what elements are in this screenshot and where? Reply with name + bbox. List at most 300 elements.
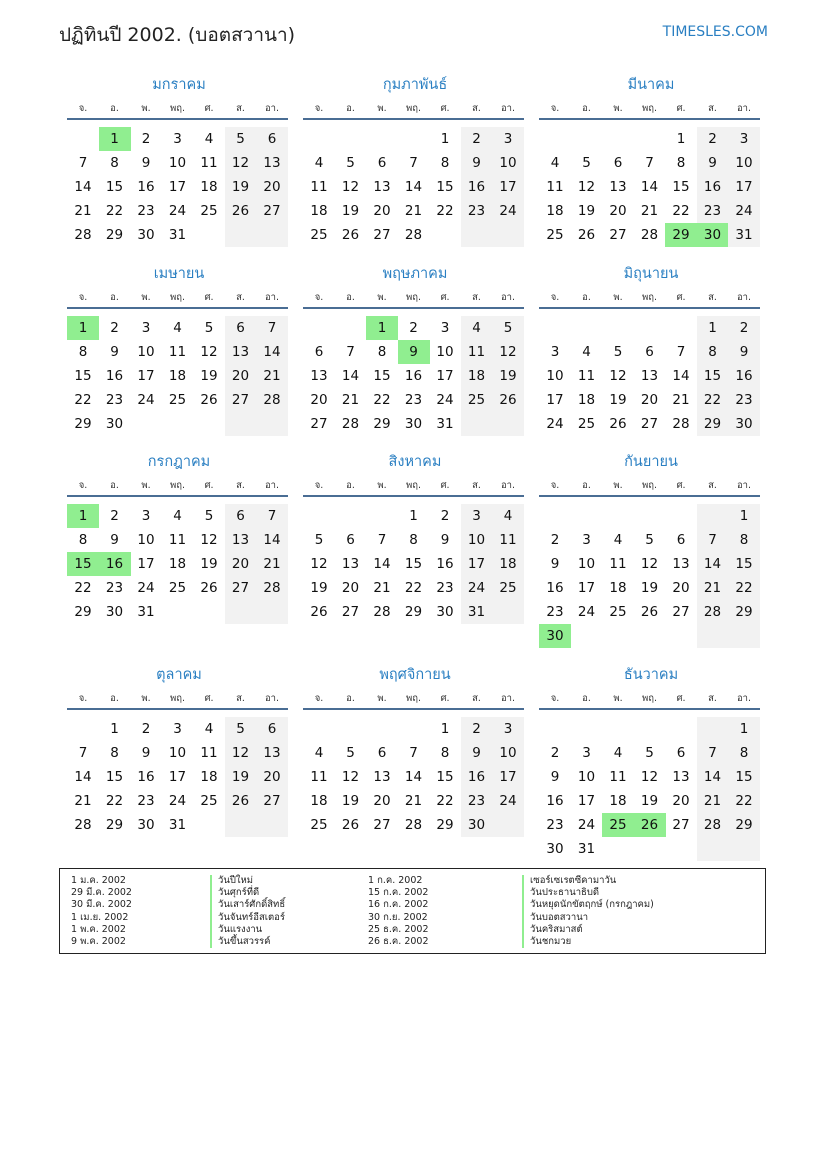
day-cell: 12	[577, 179, 596, 195]
day-cell: 24	[461, 576, 493, 600]
day-cell: 12	[225, 741, 257, 765]
day-cell: 27	[341, 604, 360, 620]
day-cell: 14	[256, 528, 288, 552]
day-cell: 29	[728, 600, 760, 624]
day-cell: 31	[168, 817, 187, 833]
legend-date: 15 ก.ค. 2002	[368, 887, 429, 899]
weekday-header: จ.	[550, 693, 560, 704]
legend-holiday-name: วันหยุดนักขัตฤกษ์ (กรกฎาคม)	[522, 899, 654, 911]
day-cell: 16	[461, 175, 493, 199]
weekday-header: จ.	[314, 693, 324, 704]
day-cell: 8	[409, 532, 418, 548]
day-cell: 15	[105, 179, 124, 195]
weekday-header: ส.	[472, 292, 481, 303]
weekday-header: ส.	[708, 480, 717, 491]
day-cell: 8	[110, 155, 119, 171]
day-cell: 8	[440, 745, 450, 761]
day-cell: 24	[137, 392, 155, 408]
weekday-header: อ.	[582, 480, 591, 491]
day-cell: 4	[461, 316, 493, 340]
day-cell: 18	[546, 203, 564, 219]
weekday-header: อ.	[582, 103, 591, 114]
day-cell: 19	[225, 175, 257, 199]
weekday-header: อา.	[500, 292, 516, 303]
page-title: ปฏิทินปี 2002. (บอตสวานา)	[59, 24, 296, 46]
day-cell: 18	[492, 552, 524, 576]
header-divider	[67, 118, 288, 120]
day-cell: 11	[168, 532, 187, 548]
day-cell: 17	[137, 556, 155, 572]
day-cell: 7	[697, 741, 729, 765]
day-cell: 18	[609, 793, 627, 809]
day-cell: 25	[492, 576, 524, 600]
day-cell: 28	[697, 813, 729, 837]
weekday-header: อ.	[346, 480, 355, 491]
day-cell: 14	[74, 179, 92, 195]
month-name	[303, 663, 527, 686]
legend-names-left	[210, 875, 285, 948]
day-cell: 16	[546, 580, 564, 596]
weekday-header: พฤ.	[169, 103, 186, 114]
weekday-header: พฤ.	[169, 480, 186, 491]
day-cell: 12	[341, 769, 360, 785]
day-cell: 28	[672, 416, 690, 432]
day-cell: 25	[577, 416, 596, 432]
day-cell: 29	[373, 416, 391, 432]
day-cell: 6	[346, 532, 355, 548]
day-cell: 20	[672, 580, 690, 596]
legend-holiday-name: วันแรงงาน	[210, 924, 285, 936]
day-cell: 2	[141, 131, 151, 147]
day-cell: 17	[436, 368, 454, 384]
day-cell: 3	[141, 320, 151, 336]
weekday-header: พ.	[613, 480, 623, 491]
holiday-day-cell: 1	[366, 316, 398, 340]
weekend-blank-cell	[697, 504, 729, 528]
day-cell: 6	[256, 717, 288, 741]
weekday-header: จ.	[550, 292, 560, 303]
day-cell: 2	[409, 320, 418, 336]
day-cell: 5	[204, 320, 214, 336]
day-cell: 28	[74, 817, 92, 833]
day-cell: 26	[492, 388, 524, 412]
legend-date: 26 ธ.ค. 2002	[368, 935, 429, 947]
day-cell: 24	[492, 199, 524, 223]
day-cell: 13	[373, 179, 391, 195]
day-cell: 26	[200, 580, 218, 596]
weekday-header: จ.	[314, 103, 324, 114]
day-cell: 11	[310, 179, 328, 195]
weekday-header: พ.	[141, 292, 151, 303]
day-cell: 12	[200, 344, 218, 360]
day-cell: 8	[377, 344, 387, 360]
month-name-label: พฤศจิกายน	[379, 667, 451, 683]
day-cell: 5	[346, 155, 355, 171]
day-cell: 30	[436, 604, 454, 620]
day-cell: 8	[440, 155, 450, 171]
weekday-header: ส.	[236, 292, 245, 303]
day-cell: 29	[728, 813, 760, 837]
weekday-header: พ.	[141, 103, 151, 114]
day-cell: 5	[346, 745, 355, 761]
day-cell: 21	[256, 552, 288, 576]
month-name-label: มกราคม	[152, 77, 206, 93]
weekday-header: อา.	[264, 480, 280, 491]
day-cell: 11	[168, 344, 187, 360]
day-cell: 26	[640, 604, 659, 620]
weekday-header: ศ.	[676, 480, 686, 491]
month-name	[303, 450, 527, 473]
day-cell: 14	[341, 368, 360, 384]
day-cell: 6	[314, 344, 324, 360]
weekday-header: พฤ.	[641, 292, 658, 303]
weekend-blank-cell	[492, 600, 524, 624]
legend-date: 9 พ.ค. 2002	[71, 935, 126, 947]
day-cell: 3	[440, 320, 450, 336]
day-cell: 25	[609, 604, 627, 620]
day-cell: 7	[346, 344, 355, 360]
day-cell: 13	[672, 769, 690, 785]
day-cell: 7	[676, 344, 686, 360]
day-cell: 11	[577, 368, 596, 384]
day-cell: 4	[492, 504, 524, 528]
day-cell: 27	[256, 199, 288, 223]
legend-date: 29 มี.ค. 2002	[71, 887, 132, 899]
day-cell: 10	[137, 532, 155, 548]
day-cell: 26	[225, 789, 257, 813]
weekday-header: จ.	[78, 693, 88, 704]
header-divider	[539, 495, 760, 497]
weekday-header: ศ.	[440, 480, 450, 491]
day-cell: 12	[225, 151, 257, 175]
legend-names-right	[522, 875, 654, 948]
day-cell: 4	[582, 344, 591, 360]
day-cell: 17	[492, 765, 524, 789]
weekend-blank-cell	[225, 412, 257, 436]
header-divider	[539, 118, 760, 120]
day-cell: 1	[440, 131, 450, 147]
day-cell: 6	[225, 316, 257, 340]
day-cell: 20	[341, 580, 360, 596]
day-cell: 18	[168, 556, 187, 572]
day-cell: 13	[256, 151, 288, 175]
day-cell: 25	[310, 227, 328, 243]
day-cell: 11	[200, 155, 218, 171]
day-cell: 5	[225, 127, 257, 151]
day-cell: 26	[200, 392, 218, 408]
day-cell: 26	[341, 817, 360, 833]
day-cell: 22	[728, 789, 760, 813]
day-cell: 31	[168, 227, 187, 243]
day-cell: 20	[225, 552, 257, 576]
weekend-blank-cell	[256, 813, 288, 837]
day-cell: 15	[697, 364, 729, 388]
weekday-header: จ.	[78, 103, 88, 114]
month-name	[67, 262, 291, 285]
day-cell: 16	[404, 368, 423, 384]
day-cell: 19	[640, 580, 659, 596]
legend-holiday-name: วันประธานาธิบดี	[522, 887, 654, 899]
day-cell: 20	[373, 203, 391, 219]
brand-link[interactable]: TIMESLES.COM	[662, 24, 768, 40]
day-cell: 1	[728, 717, 760, 741]
weekday-header: จ.	[314, 480, 324, 491]
day-cell: 30	[546, 841, 564, 857]
day-cell: 14	[404, 179, 423, 195]
weekday-header: อา.	[736, 103, 752, 114]
day-cell: 27	[373, 817, 391, 833]
day-cell: 27	[310, 416, 328, 432]
weekend-blank-cell	[697, 837, 729, 861]
weekday-header: พฤ.	[405, 693, 422, 704]
day-cell: 24	[137, 580, 155, 596]
day-cell: 21	[256, 364, 288, 388]
day-cell: 17	[577, 580, 596, 596]
day-cell: 5	[613, 344, 623, 360]
day-cell: 28	[74, 227, 92, 243]
day-cell: 6	[377, 155, 387, 171]
day-cell: 22	[74, 392, 92, 408]
weekday-header: อา.	[500, 103, 516, 114]
day-cell: 29	[105, 227, 124, 243]
day-cell: 21	[373, 580, 391, 596]
day-cell: 2	[110, 508, 119, 524]
day-cell: 16	[728, 364, 760, 388]
day-cell: 25	[546, 227, 564, 243]
day-cell: 7	[78, 745, 88, 761]
weekday-header: ศ.	[440, 103, 450, 114]
day-cell: 8	[78, 532, 88, 548]
day-cell: 26	[609, 416, 627, 432]
day-cell: 8	[728, 741, 760, 765]
day-cell: 7	[78, 155, 88, 171]
day-cell: 13	[225, 528, 257, 552]
weekday-header: พฤ.	[169, 292, 186, 303]
day-cell: 1	[697, 316, 729, 340]
day-cell: 19	[341, 793, 360, 809]
day-cell: 21	[697, 789, 729, 813]
weekday-header: ศ.	[440, 693, 450, 704]
day-cell: 31	[137, 604, 155, 620]
weekday-header: พ.	[377, 480, 387, 491]
day-cell: 31	[436, 416, 454, 432]
day-cell: 7	[409, 155, 418, 171]
day-cell: 13	[672, 556, 690, 572]
legend-holiday-name: วันชกมวย	[522, 936, 654, 948]
day-cell: 14	[373, 556, 391, 572]
day-cell: 14	[697, 552, 729, 576]
day-cell: 23	[105, 580, 124, 596]
weekday-header: อ.	[110, 103, 119, 114]
day-cell: 15	[404, 556, 423, 572]
day-cell: 26	[577, 227, 596, 243]
weekday-header: อ.	[346, 103, 355, 114]
day-cell: 27	[672, 817, 690, 833]
month-name	[539, 73, 763, 96]
day-cell: 9	[440, 532, 450, 548]
month-name-label: มิถุนายน	[623, 266, 679, 282]
legend-holiday-name: วันปีใหม่	[210, 875, 285, 887]
legend-holiday-name: วันบอตสวานา	[522, 912, 654, 924]
day-cell: 29	[74, 416, 92, 432]
day-cell: 2	[728, 316, 760, 340]
day-cell: 14	[640, 179, 659, 195]
day-cell: 3	[582, 532, 591, 548]
day-cell: 8	[728, 528, 760, 552]
day-cell: 22	[728, 576, 760, 600]
header-divider	[303, 708, 524, 710]
header-divider	[539, 307, 760, 309]
legend-holiday-name: วันจันทร์อีสเตอร์	[210, 912, 285, 924]
day-cell: 7	[697, 528, 729, 552]
day-cell: 3	[461, 504, 493, 528]
weekend-blank-cell	[492, 223, 524, 247]
day-cell: 11	[609, 556, 627, 572]
day-cell: 30	[137, 817, 155, 833]
day-cell: 2	[550, 532, 560, 548]
day-cell: 21	[404, 793, 423, 809]
day-cell: 18	[461, 364, 493, 388]
day-cell: 21	[672, 392, 690, 408]
legend-date: 25 ธ.ค. 2002	[368, 923, 429, 935]
day-cell: 7	[377, 532, 387, 548]
weekday-header: ส.	[708, 693, 717, 704]
day-cell: 31	[577, 841, 596, 857]
day-cell: 22	[105, 203, 124, 219]
day-cell: 30	[105, 416, 124, 432]
day-cell: 30	[728, 412, 760, 436]
day-cell: 26	[310, 604, 328, 620]
weekday-header: อ.	[110, 292, 119, 303]
day-cell: 19	[609, 392, 627, 408]
weekday-header: อ.	[582, 693, 591, 704]
month-name	[539, 450, 763, 473]
day-cell: 9	[110, 532, 119, 548]
day-cell: 22	[373, 392, 391, 408]
legend-date: 16 ก.ค. 2002	[368, 899, 429, 911]
month-name	[303, 73, 527, 96]
day-cell: 10	[168, 745, 187, 761]
header-divider	[303, 307, 524, 309]
day-cell: 1	[440, 721, 450, 737]
weekday-header: จ.	[550, 480, 560, 491]
day-cell: 19	[200, 368, 218, 384]
day-cell: 8	[78, 344, 88, 360]
day-cell: 9	[141, 155, 151, 171]
day-cell: 2	[697, 127, 729, 151]
day-cell: 27	[225, 576, 257, 600]
day-cell: 6	[676, 532, 686, 548]
weekday-header: จ.	[314, 292, 324, 303]
weekday-header: ศ.	[440, 292, 450, 303]
weekday-header: พ.	[613, 292, 623, 303]
day-cell: 25	[168, 392, 187, 408]
weekday-header: ส.	[708, 292, 717, 303]
header-divider	[303, 495, 524, 497]
weekday-header: อา.	[264, 103, 280, 114]
weekday-header: ศ.	[676, 292, 686, 303]
legend-holiday-name: เซอร์เซเรตซีคามาวัน	[522, 875, 654, 887]
day-cell: 14	[74, 769, 92, 785]
day-cell: 13	[373, 769, 391, 785]
weekend-blank-cell	[225, 600, 257, 624]
day-cell: 5	[645, 532, 654, 548]
weekday-header: พฤ.	[169, 693, 186, 704]
weekday-header: พฤ.	[405, 292, 422, 303]
day-cell: 19	[577, 203, 596, 219]
month-name	[67, 450, 291, 473]
weekday-header: อา.	[500, 480, 516, 491]
weekday-header: อา.	[500, 693, 516, 704]
weekday-header: พ.	[613, 103, 623, 114]
day-cell: 27	[256, 789, 288, 813]
day-cell: 5	[204, 508, 214, 524]
day-cell: 22	[105, 793, 124, 809]
day-cell: 6	[645, 344, 654, 360]
day-cell: 30	[105, 604, 124, 620]
day-cell: 17	[137, 368, 155, 384]
day-cell: 13	[310, 368, 328, 384]
day-cell: 15	[373, 368, 391, 384]
month-name-label: ธันวาคม	[623, 667, 679, 683]
weekend-blank-cell	[697, 624, 729, 648]
holiday-day-cell: 30	[539, 624, 571, 648]
legend-date: 30 มี.ค. 2002	[71, 899, 132, 911]
holiday-day-cell: 1	[67, 316, 99, 340]
day-cell: 22	[436, 203, 454, 219]
day-cell: 17	[168, 179, 187, 195]
day-cell: 19	[492, 364, 524, 388]
day-cell: 17	[168, 769, 187, 785]
day-cell: 29	[105, 817, 124, 833]
day-cell: 1	[728, 504, 760, 528]
day-cell: 23	[546, 817, 564, 833]
month-name	[303, 262, 527, 285]
holiday-day-cell: 15	[67, 552, 99, 576]
day-cell: 3	[728, 127, 760, 151]
month-name-label: พฤษภาคม	[382, 266, 448, 282]
weekday-header: ศ.	[676, 103, 686, 114]
day-cell: 9	[461, 151, 493, 175]
day-cell: 28	[373, 604, 391, 620]
day-cell: 10	[436, 344, 454, 360]
day-cell: 1	[409, 508, 418, 524]
day-cell: 19	[640, 793, 659, 809]
day-cell: 21	[404, 203, 423, 219]
day-cell: 6	[377, 745, 387, 761]
day-cell: 12	[310, 556, 328, 572]
day-cell: 9	[550, 769, 560, 785]
day-cell: 2	[110, 320, 119, 336]
day-cell: 30	[461, 813, 493, 837]
holiday-day-cell: 1	[99, 127, 131, 151]
day-cell: 28	[404, 227, 423, 243]
day-cell: 27	[373, 227, 391, 243]
header-divider	[67, 307, 288, 309]
day-cell: 17	[546, 392, 564, 408]
day-cell: 15	[436, 769, 454, 785]
day-cell: 19	[225, 765, 257, 789]
month-name	[67, 663, 291, 686]
legend-dates-left	[71, 875, 132, 948]
weekday-header: จ.	[78, 292, 88, 303]
day-cell: 7	[645, 155, 654, 171]
weekday-header: พฤ.	[641, 693, 658, 704]
day-cell: 9	[461, 741, 493, 765]
day-cell: 11	[310, 769, 328, 785]
day-cell: 15	[74, 368, 92, 384]
day-cell: 16	[436, 556, 454, 572]
